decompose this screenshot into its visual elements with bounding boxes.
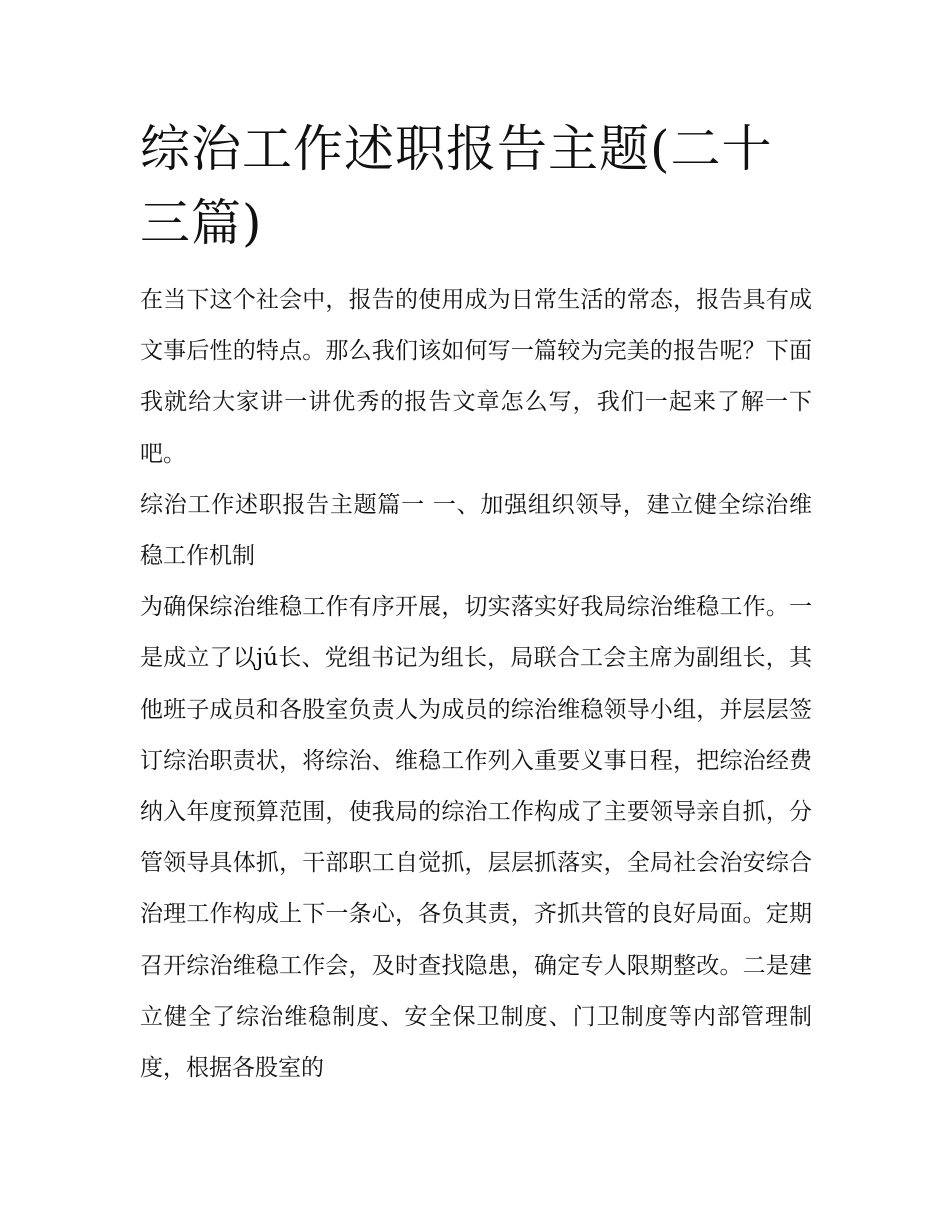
document-body (140, 275, 812, 1094)
document-title: 综治工作述职报告主题(二十三篇) (140, 120, 773, 252)
intro-paragraph: 在当下这个社会中，报告的使用成为日常生活的常态，报告具有成文事后性的特点。那么我们该如何写一篇较为完美的报告呢？下面我就给大家讲一讲优秀的报告文章怎么写，我们一起来了解一下吧。 (140, 287, 812, 467)
section-heading-paragraph: 综治工作述职报告主题篇一 一、加强组织领导，建立健全综治维稳工作机制 (140, 491, 812, 570)
body-paragraph: 为确保综治维稳工作有序开展，切实落实好我局综治维稳工作。一是成立了以jú长、党组书记为组长，局联合工会主席为副组长，其他班子成员和各股室负责人为成员的综治维稳领导小组，并层层签订综治职责状，将综治、维稳工作列入重要义事日程，把综治经费纳入年度预算范围，使我局的综治工作构成了主要领导亲自抓，分管领导具体抓，干部职工自觉抓，层层抓落实，全局社会治安综合治理工作构成上下一条心，各负其责，齐抓共管的良好局面。定期召开综治维稳工作会，及时查找隐患，确定专人限期整改。二是建立健全了综治维稳制度、安全保卫制度、门卫制度等内部管理制度，根据各股室的 (140, 594, 812, 1082)
